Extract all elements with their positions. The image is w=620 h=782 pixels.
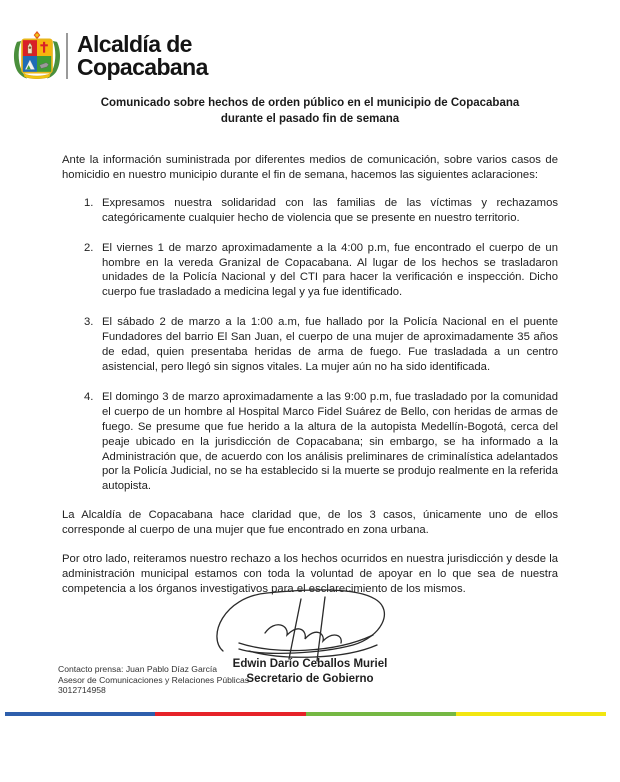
numbered-list [62, 196, 558, 494]
document-title-line2: durante el pasado fin de semana [220, 112, 400, 125]
header-divider [66, 33, 68, 79]
list-item-text: El domingo 3 de marzo aproximadamente a las 9:00 p.m, fue trasladado por la comunidad el cuerpo de un hombre al Hospital Marco Fidel Suárez de Bello, con heridas de armas de fuego. Se presume que fue herido a la altura de la autopista Medellín-Bogotá, cerca del peaje ubicado en la jurisdicción de Copacabana; sin embargo, se ha informado a la Administración que, de acuerdo con los análisis preliminares de criminalística adelantados por la Policía Judicial, no se ha establecido si la muerte se produjo realmente en la referida autopista. [102, 390, 558, 493]
coat-of-arms-icon [12, 30, 62, 82]
header [12, 30, 558, 82]
press-contact-name: Contacto prensa: Juan Pablo Díaz García [58, 664, 218, 674]
list-item-text: El viernes 1 de marzo aproximadamente a la 4:00 p.m, fue encontrado el cuerpo de un hombre en la vereda Granizal de Copacabana. Al lugar de los hechos se trasladaron unidades de la Policía Nacional y del CTI para hacer la verificación e inspección. Dicho cuerpo fue trasladado a medicina legal y ya fue identificado. [102, 241, 558, 299]
press-contact-role: Asesor de Comunicaciones y Relaciones Públicas [58, 674, 250, 685]
list-item-text: Expresamos nuestra solidaridad con las familias de las víctimas y rechazamos categóricamente cualquier hecho de violencia que se presente en nuestro territorio. [102, 196, 558, 224]
footer-bar-yellow-segment [456, 712, 606, 716]
footer-bar-green-segment [306, 712, 456, 716]
list-item-text: El sábado 2 de marzo a la 1:00 a.m, fue hallado por la Policía Nacional en el puente Fundadores del barrio El San Juan, el cuerpo de una mujer de aproximadamente 35 años de edad, quien presentaba heridas de arma de fuego. Fue trasladada a un centro asistencial, pero llegó sin signos vitales. La mujer aún no ha sido identificada. [102, 316, 558, 373]
list-item-number: 3. [84, 316, 94, 329]
list-item-number: 1. [84, 196, 94, 209]
document-title-line1: Comunicado sobre hechos de orden público en el municipio de Copacabana [100, 97, 520, 109]
org-name-line1: Alcaldía de [77, 31, 192, 58]
signature-image [205, 585, 415, 663]
signatory-name: Edwin Darío Ceballos Muriel [232, 657, 388, 670]
footer-bar-blue-segment [5, 712, 155, 716]
document-title [62, 96, 558, 127]
list-item-number: 4. [84, 390, 94, 403]
press-contact-phone: 3012714958 [58, 685, 106, 696]
press-contact [58, 664, 249, 696]
list-item [84, 390, 558, 494]
footer-bar-red-segment [155, 712, 305, 716]
closing-paragraph-2: Por otro lado, reiteramos nuestro rechazo a los hechos ocurridos en nuestra jurisdicción y desde la administración municipal estamos con toda la voluntad de apoyar en lo que sea de nuestra competencia a los órganos investigativos para el esclarecimiento de los mismos. [62, 553, 558, 595]
closing-paragraph-1: La Alcaldía de Copacabana hace claridad que, de los 3 casos, únicamente uno de ellos corresponde al cuerpo de una mujer que fue encontrado en zona urbana. [62, 509, 558, 537]
list-item [84, 196, 558, 226]
org-name [77, 33, 208, 78]
list-item [84, 315, 558, 375]
intro-paragraph: Ante la información suministrada por diferentes medios de comunicación, sobre varios casos de homicidio en nuestro municipio durante el fin de semana, hacemos las siguientes aclaraciones: [62, 154, 558, 181]
signatory-role: Secretario de Gobierno [246, 672, 374, 685]
org-name-line2: Copacabana [77, 54, 208, 80]
list-item [84, 241, 558, 301]
footer-color-bar [5, 712, 606, 716]
list-item-number: 2. [84, 241, 94, 254]
